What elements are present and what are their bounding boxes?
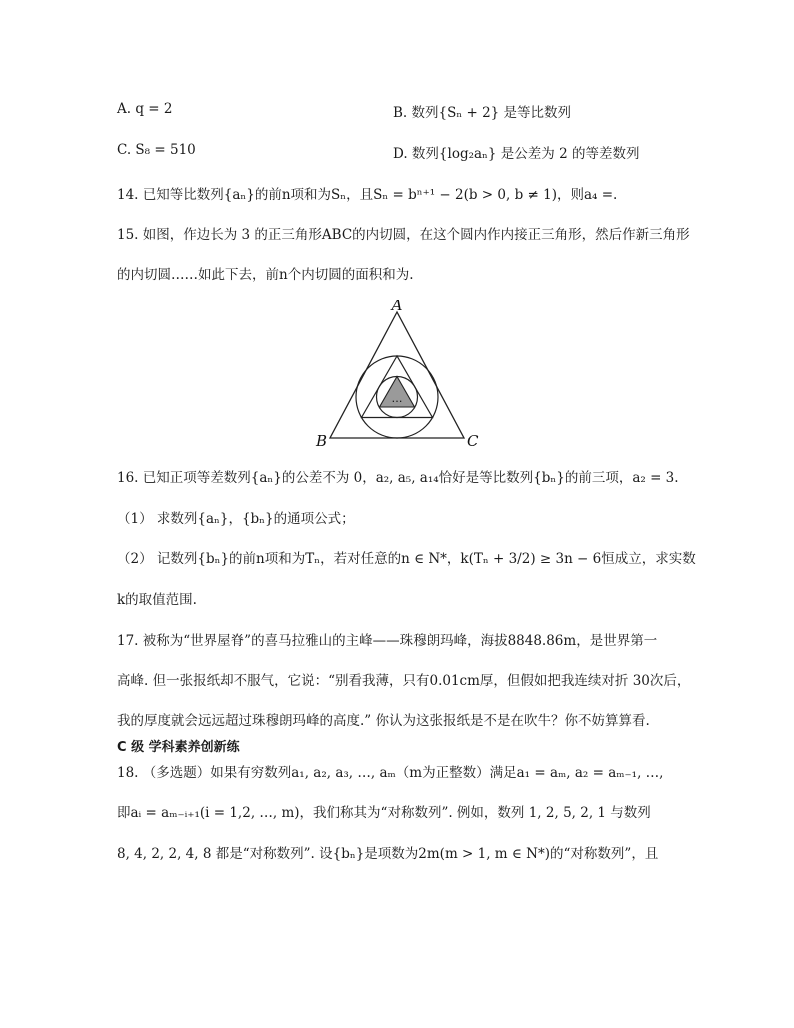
option-b: B. 数列{Sₙ + 2} 是等比数列: [393, 105, 572, 121]
question-14: 14. 已知等比数列{aₙ}的前n项和为Sₙ，且Sₙ = bⁿ⁺¹ − 2(b > 0, b ≠ 1)，则a₄ =.: [117, 187, 618, 203]
question-17-line-1: 17. 被称为“世界屋脊”的喜马拉雅山的主峰——珠穆朗玛峰，海拔8848.86m，是世界第一: [117, 633, 658, 649]
vertex-label-a: A: [391, 300, 403, 314]
question-15-line-1: 15. 如图，作边长为 3 的正三角形ABC的内切圆，在这个圆内作内接正三角形，然后作新三角形: [117, 227, 690, 243]
section-heading-c: C 级 学科素养创新练: [117, 740, 240, 755]
inscribed-circles-figure: [312, 300, 482, 450]
question-16-part-2: （2） 记数列{bₙ}的前n项和为Tₙ，若对任意的n ∈ N*，k(Tₙ + 3/2) ≥ 3n − 6恒成立，求实数: [117, 551, 696, 567]
outer-triangle: [330, 312, 464, 438]
option-a: A. q = 2: [117, 101, 173, 117]
vertex-label-b: B: [316, 432, 328, 450]
question-17-line-2: 高峰. 但一张报纸却不服气，它说：“别看我薄，只有0.01cm厚，但假如把我连续对折 30次后，: [117, 673, 691, 689]
vertex-label-c: C: [467, 432, 479, 450]
question-15-line-2: 的内切圆……如此下去，前n个内切圆的面积和为.: [117, 267, 414, 283]
question-18-line-1: 18. （多选题）如果有穷数列a₁, a₂, a₃, …, aₘ（m为正整数）满足a₁ = aₘ, a₂ = aₘ₋₁, …,: [117, 765, 664, 781]
option-d: D. 数列{log₂aₙ} 是公差为 2 的等差数列: [393, 146, 640, 162]
question-18-line-3: 8, 4, 2, 2, 4, 8 都是“对称数列”. 设{bₙ}是项数为2m(m > 1, m ∈ N*)的“对称数列”，且: [117, 846, 659, 862]
question-17-line-3: 我的厚度就会远远超过珠穆朗玛峰的高度.” 你认为这张报纸是不是在吹牛？你不妨算算看.: [117, 713, 650, 729]
option-c: C. S₈ = 510: [117, 142, 196, 158]
question-16-part-2-cont: k的取值范围.: [117, 592, 197, 608]
question-18-line-2: 即aᵢ = aₘ₋ᵢ₊₁(i = 1,2, …, m)，我们称其为“对称数列”. 例如，数列 1, 2, 5, 2, 1 与数列: [117, 805, 651, 821]
question-16: 16. 已知正项等差数列{aₙ}的公差不为 0，a₂, a₅, a₁₄恰好是等比数列{bₙ}的前三项，a₂ = 3.: [117, 470, 679, 486]
question-16-part-1: （1） 求数列{aₙ}，{bₙ}的通项公式；: [117, 511, 355, 527]
ellipsis-label: …: [391, 392, 403, 405]
